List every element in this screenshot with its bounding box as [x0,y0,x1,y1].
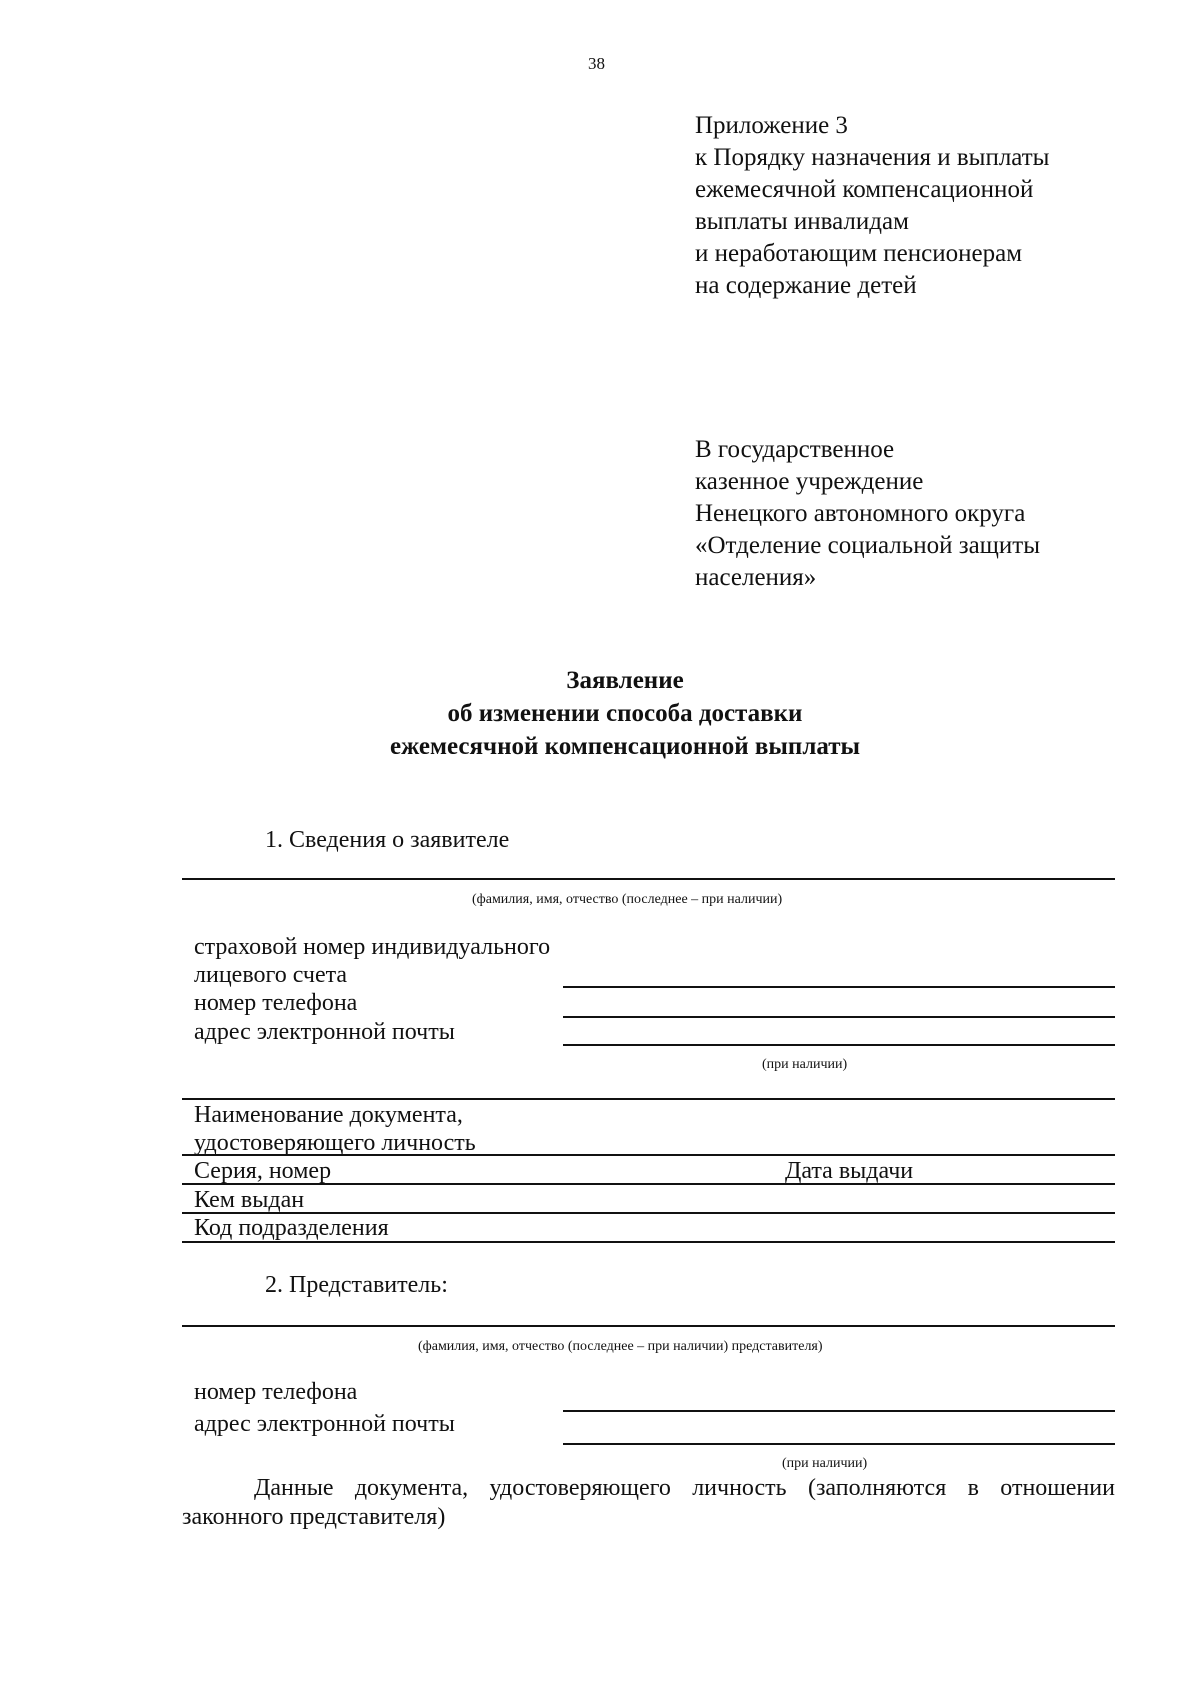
addressee-line: населения» [695,564,817,591]
if-any-caption: (при наличии) [762,1057,848,1072]
doc-note-word: отношении [1000,1475,1115,1501]
email-label: адрес электронной почты [194,1019,455,1045]
doc-note-word: в [967,1475,979,1501]
rep-fio-caption: (фамилия, имя, отчество (последнее – при наличии) представителя) [418,1339,823,1354]
snils-label: страховой номер индивидуального [194,934,551,960]
doc-note-word: удостоверяющего [489,1475,671,1501]
appendix-line: и неработающим пенсионерам [695,240,1023,267]
doc-note [254,1473,1115,1503]
doc-name-label-cont: удостоверяющего личность [194,1130,476,1156]
section1-heading: 1. Сведения о заявителе [265,827,510,853]
fio-caption: (фамилия, имя, отчество (последнее – при наличии) [472,892,783,907]
document-subtitle: ежемесячной компенсационной выплаты [389,733,860,760]
document-subtitle: об изменении способа доставки [447,700,803,727]
email-field[interactable] [563,1044,1115,1046]
issue-date-label: Дата выдачи [785,1158,914,1184]
appendix-block [695,110,1049,302]
doc-note-cont: законного представителя) [182,1504,446,1530]
phone-label: номер телефона [194,990,358,1016]
doc-note-word: (заполняются [807,1475,947,1501]
doc-note-word: Данные [254,1475,334,1501]
rep-if-any-caption: (при наличии) [782,1456,868,1471]
issued-by-label: Кем выдан [194,1187,305,1213]
rep-fio-field[interactable] [182,1325,1115,1327]
addressee-line: В государственное [695,436,895,463]
section2-heading: 2. Представитель: [265,1272,448,1298]
division-code-label: Код подразделения [194,1215,389,1241]
fio-field[interactable] [182,878,1115,880]
snils-field[interactable] [563,986,1115,988]
snils-label-cont: лицевого счета [194,962,348,988]
doc-note-word: личность [692,1475,787,1501]
document-title: Заявление [566,667,684,694]
rep-phone-label: номер телефона [194,1379,358,1405]
addressee-line: казенное учреждение [695,468,924,495]
doc-name-label: Наименование документа, [194,1102,463,1128]
appendix-line: ежемесячной компенсационной [695,176,1034,203]
series-label: Серия, номер [194,1158,332,1184]
appendix-line: выплаты инвалидам [695,208,909,235]
appendix-line: Приложение 3 [695,112,848,139]
appendix-line: к Порядку назначения и выплаты [695,144,1050,171]
appendix-line: на содержание детей [695,272,917,299]
addressee-line: Ненецкого автономного округа [695,500,1026,527]
page-number: 38 [588,54,605,73]
division-code-field[interactable] [182,1241,1115,1243]
series-field[interactable] [182,1183,1115,1185]
rep-phone-field[interactable] [563,1410,1115,1412]
addressee-block [695,434,1040,594]
addressee-line: «Отделение социальной защиты [695,532,1041,559]
phone-field[interactable] [563,1016,1115,1018]
doc-note-word: документа, [354,1475,469,1501]
rep-email-label: адрес электронной почты [194,1411,455,1437]
rep-email-field[interactable] [563,1443,1115,1445]
